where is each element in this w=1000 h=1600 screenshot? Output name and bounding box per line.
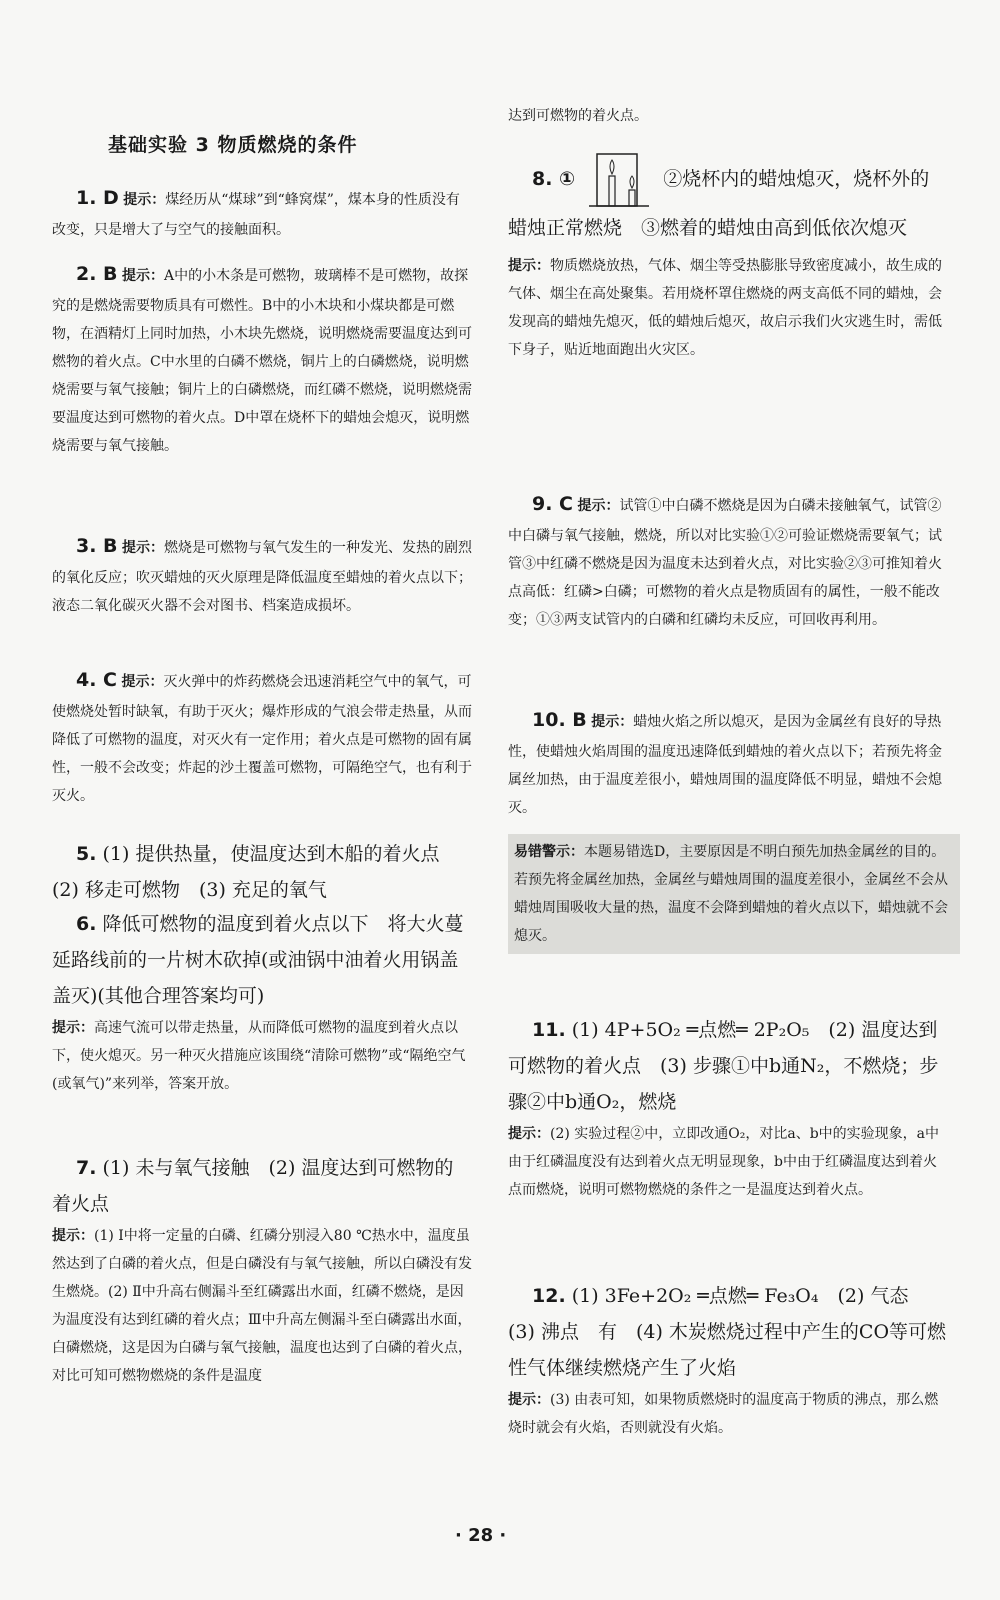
answer-6: 6. 降低可燃物的温度到着火点以下 将大火蔓延路线前的一片树木砍掉(或油锅中油着火用锅盖盖灭)(其他合理答案均可) 提示：高速气流可以带走热量，从而降低可燃物的温度到着火点以下，使火熄灭。另一种灭火措施应该围绕“清除可燃物”或“隔绝空气(或氧气)”来列举，答案开放。 <box>52 913 466 1092</box>
answer-8: 8. ① ②烧杯内的蜡烛熄灭，烧杯外的蜡烛正常燃烧 ③燃着的蜡烛由高到低依次熄灭 提示：物质燃烧放热，气体、烟尘等受热膨胀导致密度减小，故生成的气体、烟尘在高处聚集。若用烧杯罩住燃烧的两支高低不同的蜡烛，会发现高的蜡烛先熄灭，低的蜡烛后熄灭，故启示我们火灾逃生时，需低下身子，贴近地面跑出火灾区。 <box>508 150 948 364</box>
beaker-candles-diagram <box>589 150 649 210</box>
answer-7: 7. (1) 未与氧气接触 (2) 温度达到可燃物的着火点 提示：(1) Ⅰ中将一定量的白磷、红磷分别浸入80 ℃热水中，温度虽然达到了白磷的着火点，但是白磷没有与氧气接触，所以白磷没有发生燃烧。(2) Ⅱ中升高右侧漏斗至红磷露出水面，红磷不燃烧，是因为温度没有达到红磷的着火点；Ⅲ中升高左侧漏斗至白磷露出水面，白磷燃烧，这是因为白磷与氧气接触，温度也达到了白磷的着火点，对比可知可燃物燃烧的条件是温度 <box>52 1157 472 1384</box>
answer-9: 9. C 提示：试管①中白磷不燃烧是因为白磷未接触氧气，试管②中白磷与氧气接触，燃烧，所以对比实验①②可验证燃烧需要氧气；试管③中红磷不燃烧是因为温度未达到着火点，对比实验②③可推知着火点高低：红磷>白磷；可燃物的着火点是物质固有的属性，一般不能改变；①③两支试管内的白磷和红磷均未反应，可回收再利用。 <box>508 493 942 628</box>
answer-3: 3. B 提示：燃烧是可燃物与氧气发生的一种发光、发热的剧烈的氧化反应；吹灭蜡烛的灭火原理是降低温度至蜡烛的着火点以下；液态二氧化碳灭火器不会对图书、档案造成损坏。 <box>52 535 472 614</box>
page-title: 基础实验 3 物质燃烧的条件 <box>108 134 358 156</box>
answer-12: 12. (1) 3Fe+2O₂ ═点燃═ Fe₃O₄ (2) 气态 (3) 沸点 有 (4) 木炭燃烧过程中产生的CO等可燃性气体继续燃烧产生了火焰 提示：(3) 由表可知，如果物质燃烧时的温度高于物质的沸点，那么燃烧时就会有火焰，否则就没有火焰。 <box>508 1285 947 1436</box>
answer-1: 1. D 提示：煤经历从“煤球”到“蜂窝煤”，煤本身的性质没有改变，只是增大了与空气的接触面积。 <box>52 187 460 238</box>
warning-box: 易错警示：本题易错选D，主要原因是不明白预先加热金属丝的目的。若预先将金属丝加热，金属丝与蜡烛周围的温度差很小，金属丝不会从蜡烛周围吸收大量的热，温度不会降到蜡烛的着火点以下，蜡烛就不会熄灭。 <box>508 834 960 954</box>
page-number: · 28 · <box>455 1525 507 1546</box>
answer-10: 10. B 提示：蜡烛火焰之所以熄灭，是因为金属丝有良好的导热性，使蜡烛火焰周围的温度迅速降低到蜡烛的着火点以下；若预先将金属丝加热，由于温度差很小，蜡烛周围的温度降低不明显，蜡烛不会熄灭。 <box>508 709 942 816</box>
continued-text: 达到可燃物的着火点。 <box>508 108 648 124</box>
answer-2: 2. B 提示：A中的小木条是可燃物，玻璃棒不是可燃物，故探究的是燃烧需要物质具有可燃性。B中的小木块和小煤块都是可燃物，在酒精灯上同时加热，小木块先燃烧，说明燃烧需要温度达到可燃物的着火点。C中水里的白磷不燃烧，铜片上的白磷燃烧，说明燃烧需要与氧气接触；铜片上的白磷燃烧，而红磷不燃烧，说明燃烧需要温度达到可燃物的着火点。D中罩在烧杯下的蜡烛会熄灭，说明燃烧需要与氧气接触。 <box>52 263 472 454</box>
answer-11: 11. (1) 4P+5O₂ ═点燃═ 2P₂O₅ (2) 温度达到可燃物的着火点 (3) 步骤①中b通N₂，不燃烧；步骤②中b通O₂，燃烧 提示：(2) 实验过程②中，立即改通O₂，对比a、b中的实验现象，a中由于红磷温度没有达到着火点无明显现象，b中由于红磷温度达到着火点而燃烧，说明可燃物燃烧的条件之一是温度达到着火点。 <box>508 1019 940 1198</box>
answer-4: 4. C 提示：灭火弹中的炸药燃烧会迅速消耗空气中的氧气，可使燃烧处暂时缺氧，有助于灭火；爆炸形成的气浪会带走热量，从而降低了可燃物的温度，对灭火有一定作用；着火点是可燃物的固有属性，一般不会改变；炸起的沙土覆盖可燃物，可隔绝空气，也有利于灭火。 <box>52 669 472 804</box>
answer-5: 5. (1) 提供热量，使温度达到木船的着火点 (2) 移走可燃物 (3) 充足的氧气 <box>52 843 459 901</box>
